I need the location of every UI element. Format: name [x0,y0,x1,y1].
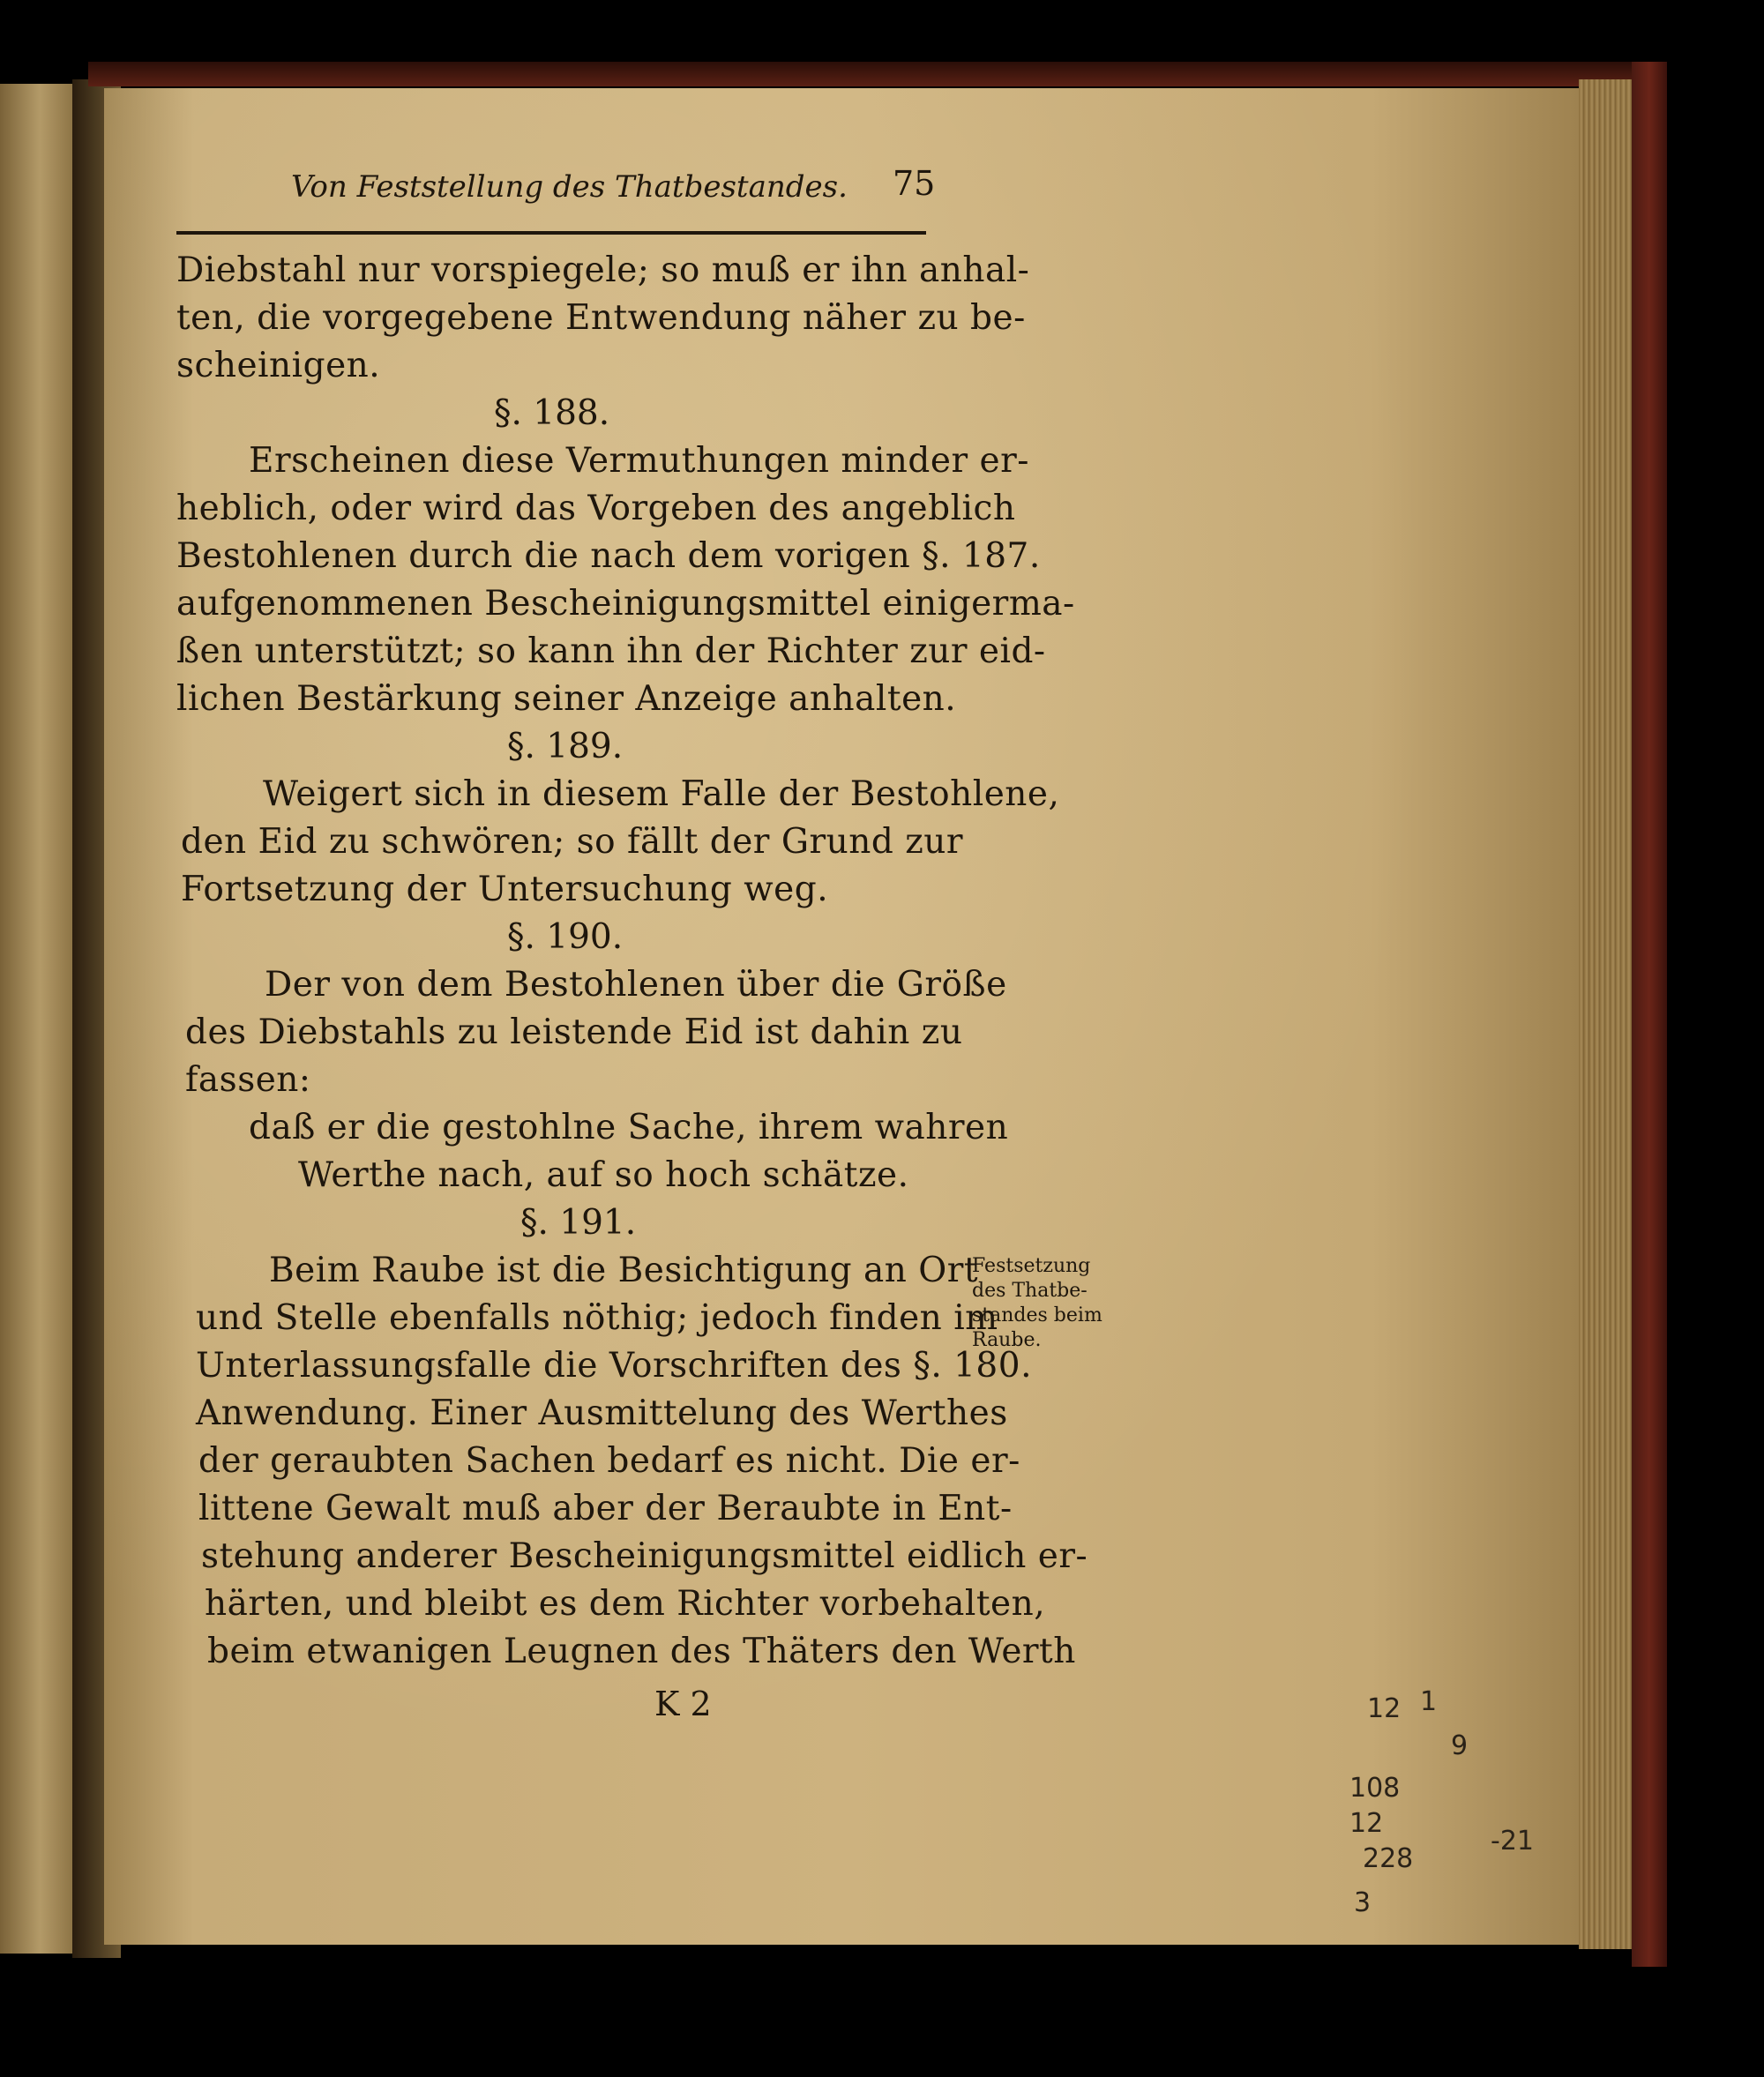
pencil-note: 3 [1354,1887,1372,1918]
pencil-note: 9 [1451,1730,1469,1761]
text-line: Beim Raube ist die Besichtigung an Ort [269,1251,979,1290]
header-rule [176,231,926,235]
page-fore-edge [1579,79,1632,1949]
text-line: heblich, oder wird das Vorgeben des angeblich [176,489,1016,528]
section-heading: §. 189. [507,727,624,766]
text-line: Weigert sich in diesem Falle der Bestohlene, [263,774,1060,814]
text-line: lichen Bestärkung seiner Anzeige anhalten. [176,679,957,719]
text-line: härten, und bleibt es dem Richter vorbehalten, [205,1584,1046,1624]
margin-note: Festsetzung des Thatbe- standes beim Raube. [972,1255,1102,1351]
text-line: Unterlassungsfalle die Vorschriften des §. 180. [196,1346,1032,1386]
text-line: Fortsetzung der Untersuchung weg. [181,870,829,909]
text-line: Der von dem Bestohlenen über die Größe [265,965,1007,1005]
left-facing-page [0,84,72,1954]
text-line: daß er die gestohlne Sache, ihrem wahren [249,1108,1009,1147]
signature-mark: K 2 [654,1685,712,1723]
running-title: Von Feststellung des Thatbestandes. [291,169,848,205]
book-cover-top-edge [88,62,1667,86]
text-line: der geraubten Sachen bedarf es nicht. Die er- [198,1441,1020,1481]
section-heading: §. 190. [507,917,624,957]
text-line: Erscheinen diese Vermuthungen minder er- [249,441,1029,481]
pencil-note: 12 [1367,1693,1401,1724]
book-cover-right-edge [1632,62,1667,1967]
text-line: beim etwanigen Leugnen des Thäters den Werth [207,1632,1076,1671]
text-line: littene Gewalt muß aber der Beraubte in Ent- [198,1489,1013,1528]
text-line: Bestohlenen durch die nach dem vorigen §. 187. [176,536,1041,576]
text-line: Diebstahl nur vorspiegele; so muß er ihn anhal- [176,250,1030,290]
pencil-note: 108 [1349,1773,1401,1804]
text-line: ßen unterstützt; so kann ihn der Richter zur eid- [176,631,1046,671]
text-line: fassen: [185,1060,311,1100]
text-line: stehung anderer Bescheinigungsmittel eidlich er- [201,1536,1088,1576]
pencil-note: 228 [1363,1843,1414,1874]
text-line: und Stelle ebenfalls nöthig; jedoch finden im [196,1298,998,1338]
text-line: des Diebstahls zu leistende Eid ist dahin zu [185,1012,963,1052]
section-heading: §. 191. [520,1203,637,1243]
section-heading: §. 188. [494,393,610,433]
text-line: aufgenommenen Bescheinigungsmittel einigerma- [176,584,1075,624]
pencil-note: 12 [1349,1808,1384,1839]
text-line: Werthe nach, auf so hoch schätze. [298,1155,909,1195]
text-line: Anwendung. Einer Ausmittelung des Werthes [196,1393,1008,1433]
pencil-note: -21 [1491,1826,1534,1857]
page-number: 75 [893,164,936,203]
text-line: den Eid zu schwören; so fällt der Grund zur [181,822,964,862]
text-line: ten, die vorgegebene Entwendung näher zu be- [176,298,1026,338]
text-line: scheinigen. [176,346,381,385]
pencil-note: 1 [1420,1686,1438,1717]
